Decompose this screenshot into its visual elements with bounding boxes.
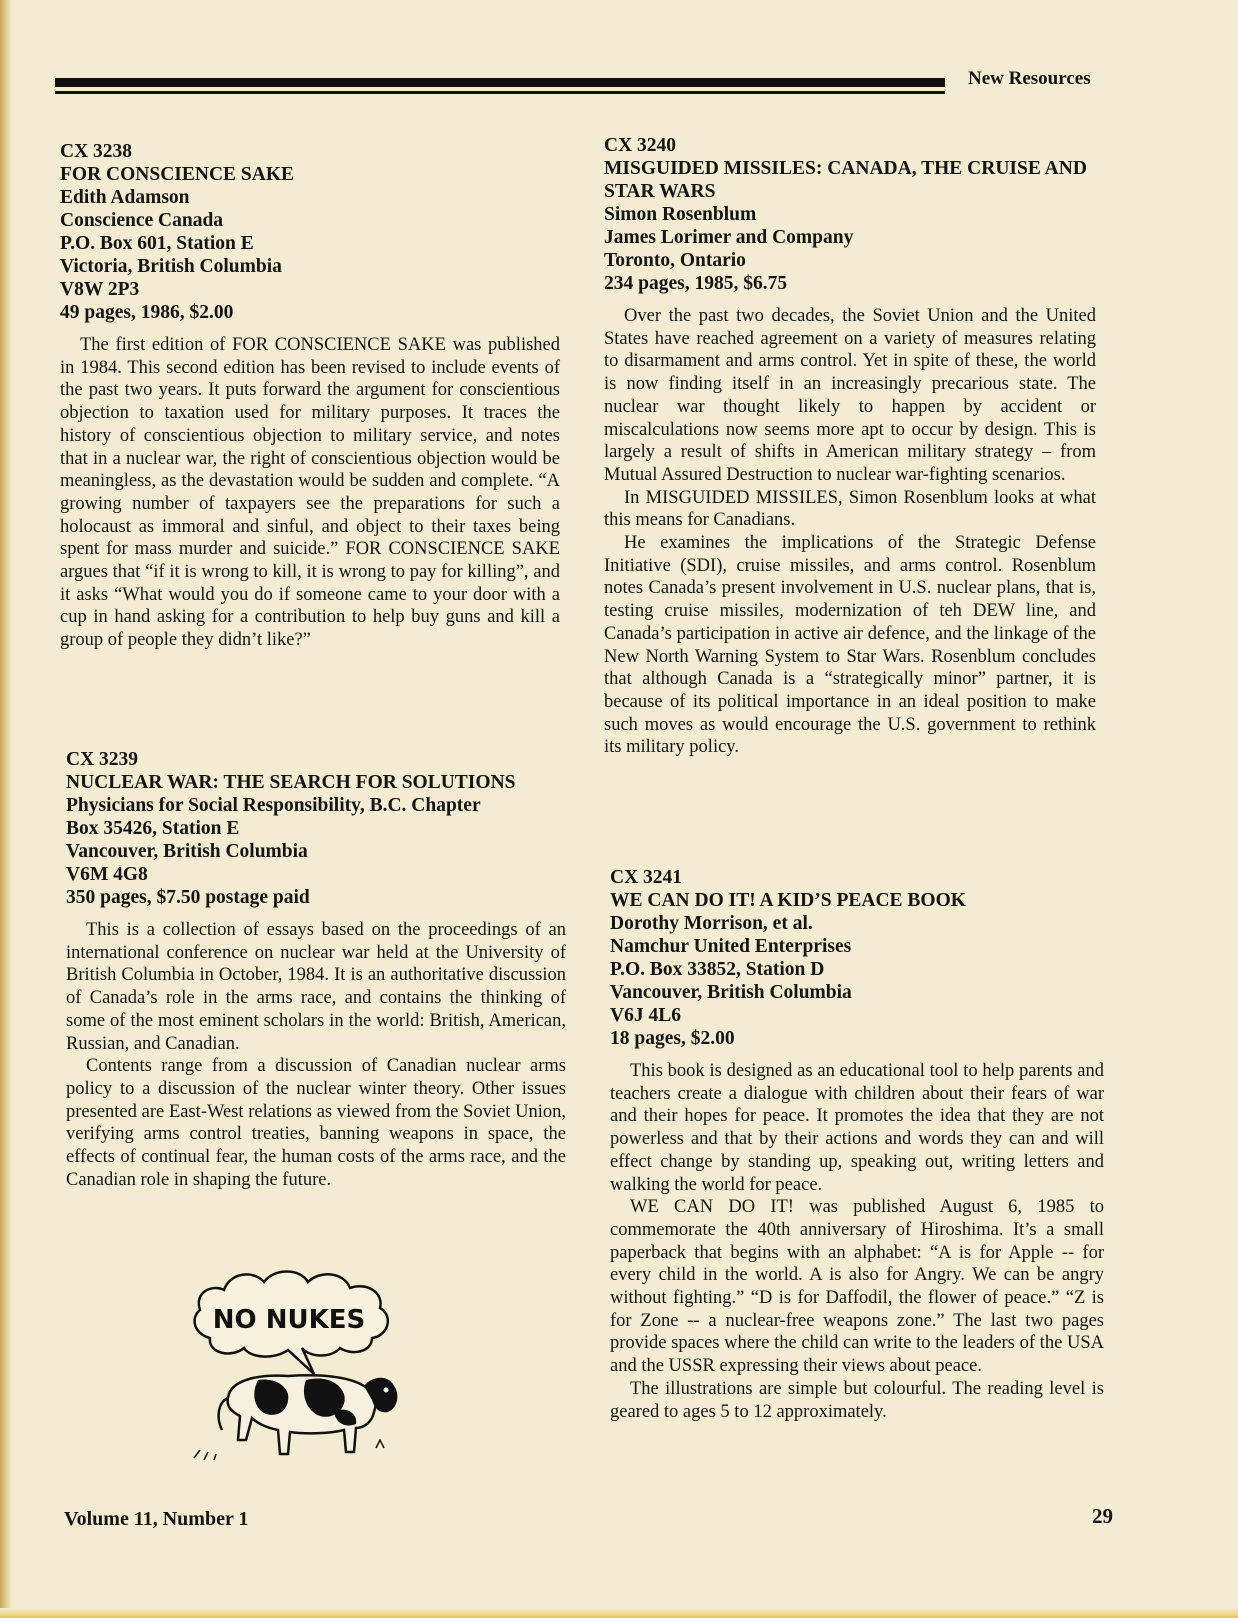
header-rule-thin (55, 91, 945, 94)
entry-cx3239 (66, 748, 566, 1191)
entry-code: CX 3238 (60, 141, 133, 162)
entry-pages-price: 49 pages, 1986, $2.00 (60, 302, 234, 323)
entry-header (610, 866, 1104, 1050)
entry-publisher: Namchur United Enterprises (610, 936, 852, 957)
entry-pages-price: 18 pages, $2.00 (610, 1028, 735, 1049)
entry-paragraph: WE CAN DO IT! was published August 6, 1985 to commemorate the 40th anniversary of Hiroshima. It’s a small paperback that begins with an alphabet: “A is for Apple -- for every child in the world. A is also for Angry. We can be angry without fighting.” “D is for Daffodil, the flower of peace.” “Z is for Zone -- a nuclear-free weapons zone.” The last two pages provide spaces where the child can write to the leaders of the USA and the USSR expressing their views about peace. (610, 1197, 1104, 1377)
entry-paragraph: He examines the implications of the Strategic Defense Initiative (SDI), cruise missiles, and arms control. Rosenblum notes Canada’s present involvement in U.S. nuclear plans, that is, testing cruise missiles, modernization of teh DEW line, and Canada’s participation in active air defence, and the linkage of the New North Warning System to Star Wars. Rosenblum concludes that although Canada is a “strategically minor” partner, it is because of its political importance in an ideal position to make such moves as would encourage the U.S. government to rethink its military policy. (604, 533, 1096, 758)
entry-pages-price: 234 pages, 1985, $6.75 (604, 273, 788, 294)
entry-postal-code: V6M 4G8 (66, 864, 148, 885)
entry-publisher: Conscience Canada (60, 210, 224, 231)
entry-city: Toronto, Ontario (604, 250, 746, 271)
entry-code: CX 3239 (66, 749, 139, 770)
no-nukes-cow-illustration (188, 1262, 418, 1472)
entry-paragraph: This book is designed as an educational tool to help parents and teachers create a dialogue with children about their fears of war and their hopes for peace. It promotes the idea that they are not powerless and that by their actions and words they can and will effect change by standing up, speaking out, writing letters and walking the world for peace. (610, 1061, 1104, 1195)
cow-icon (194, 1375, 397, 1460)
entry-address: Box 35426, Station E (66, 818, 240, 839)
entry-paragraph: Contents range from a discussion of Canadian nuclear arms policy to a discussion of the nuclear winter theory. Other issues presented are East-West relations as viewed from the Soviet Union, verifying arms control treaties, banning weapons in space, the effects of continual fear, the human costs of the arms race, and the Canadian role in shaping the future. (66, 1056, 566, 1190)
entry-publisher: Physicians for Social Responsibility, B.C. Chapter (66, 795, 481, 816)
entry-description (60, 334, 560, 652)
entry-description (610, 1060, 1104, 1423)
entry-paragraph: In MISGUIDED MISSILES, Simon Rosenblum looks at what this means for Canadians. (604, 487, 1096, 531)
entry-cx3240 (604, 134, 1096, 759)
entry-code: CX 3241 (610, 867, 683, 888)
entry-postal-code: V8W 2P3 (60, 279, 140, 300)
entry-title: WE CAN DO IT! A KID’S PEACE BOOK (610, 890, 966, 911)
entry-header (604, 134, 1096, 295)
entry-cx3238 (60, 140, 560, 652)
footer-volume: Volume 11, Number 1 (64, 1508, 249, 1530)
entry-header (66, 748, 566, 909)
entry-address: P.O. Box 601, Station E (60, 233, 254, 254)
entry-title: FOR CONSCIENCE SAKE (60, 164, 295, 185)
entry-author: Edith Adamson (60, 187, 190, 208)
section-title: New Resources (968, 68, 1091, 89)
entry-address: P.O. Box 33852, Station D (610, 959, 825, 980)
entry-paragraph: This is a collection of essays based on the proceedings of an international conference on nuclear war held at the University of British Columbia in October, 1984. It is an authoritative discussion of Canada’s role in the arms race, and contains the thinking of some of the most eminent scholars in the world: British, American, Russian, and Canadian. (66, 920, 566, 1054)
header-rule (55, 78, 945, 100)
entry-city: Victoria, British Columbia (60, 256, 282, 277)
entry-author: Simon Rosenblum (604, 204, 757, 225)
entry-pages-price: 350 pages, $7.50 postage paid (66, 887, 310, 908)
entry-city: Vancouver, British Columbia (66, 841, 308, 862)
entry-description (66, 919, 566, 1191)
page-edge-left (0, 0, 12, 1618)
entry-city: Vancouver, British Columbia (610, 982, 852, 1003)
header-rule-thick (55, 78, 945, 87)
entry-title: MISGUIDED MISSILES: CANADA, THE CRUISE AND STAR WARS (604, 158, 1087, 202)
entry-cx3241 (610, 866, 1104, 1423)
entry-code: CX 3240 (604, 135, 677, 156)
entry-header (60, 140, 560, 324)
entry-paragraph: The first edition of FOR CONSCIENCE SAKE was published in 1984. This second edition has been revised to include events of the past two years. It puts forward the argument for conscientious objection to taxation used for military purposes. It traces the history of conscientious objection to military service, and notes that in a nuclear war, the right of conscientious objection would be meaningless, as the devastation would be sudden and complete. “A growing number of taxpayers see the preparations for such a holocaust as immoral and sinful, and object to their taxes being spent for mass murder and suicide.” FOR CONSCIENCE SAKE argues that “if it is wrong to kill, it is wrong to pay for killing”, and it asks “What would you do if someone came to your door with a cup in hand asking for a contribution to help buy guns and kill a group of people they didn’t like?” (60, 335, 560, 651)
page-number: 29 (1092, 1504, 1113, 1528)
entry-description (604, 305, 1096, 759)
entry-paragraph: Over the past two decades, the Soviet Union and the United States have reached agreement on a variety of measures relating to disarmament and arms control. Yet in spite of these, the world is now finding itself in an increasingly precarious state. The nuclear war thought likely to happen by accident or miscalculations now seems more apt to occur by design. This is largely a result of shifts in American military strategy – from Mutual Assured Destruction to nuclear war-fighting scenarios. (604, 306, 1096, 485)
speech-bubble-text: NO NUKES (212, 1305, 366, 1335)
entry-paragraph: The illustrations are simple but colourful. The reading level is geared to ages 5 to 12 approximately. (610, 1378, 1104, 1422)
entry-title: NUCLEAR WAR: THE SEARCH FOR SOLUTIONS (66, 772, 516, 793)
entry-postal-code: V6J 4L6 (610, 1005, 681, 1026)
page-edge-bottom (0, 1608, 1238, 1618)
entry-author: Dorothy Morrison, et al. (610, 913, 813, 934)
entry-publisher: James Lorimer and Company (604, 227, 854, 248)
